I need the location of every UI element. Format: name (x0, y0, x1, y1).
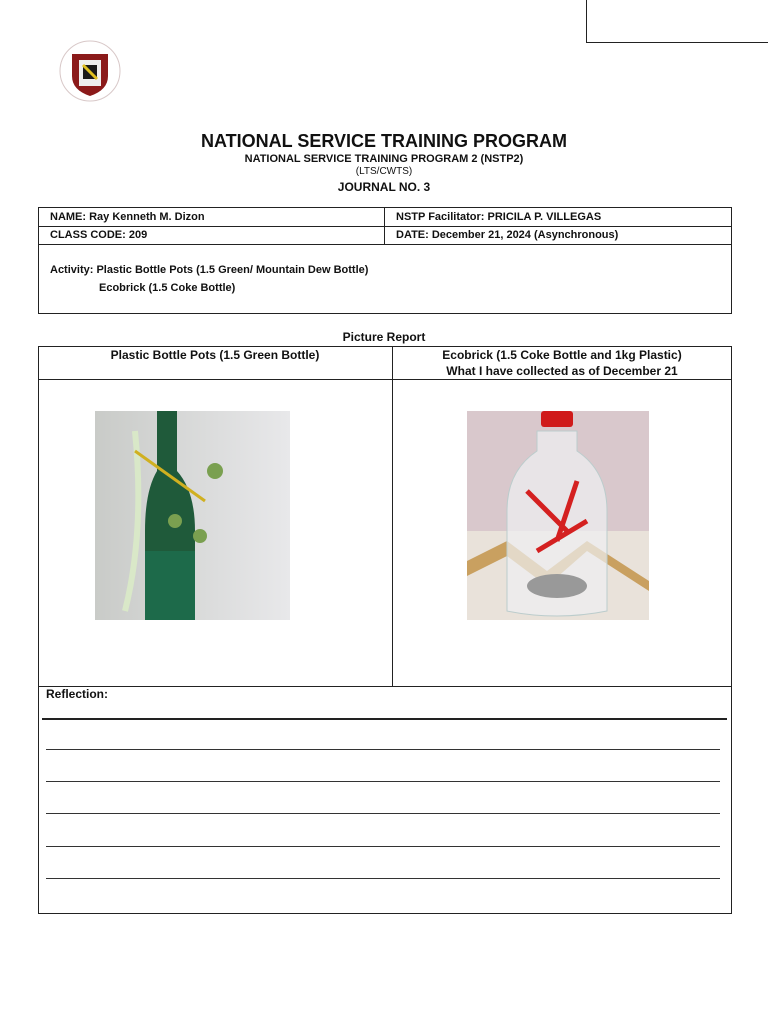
reflection-line[interactable] (46, 781, 720, 782)
corner-box-line (586, 42, 768, 43)
facilitator: NSTP Facilitator: PRICILA P. VILLEGAS (396, 211, 602, 223)
reflection-line[interactable] (42, 718, 727, 720)
activity-line-1: Activity: Plastic Bottle Pots (1.5 Green/ Mountain Dew Bottle) (50, 264, 369, 276)
picture-report-title: Picture Report (342, 330, 426, 344)
reflection-label: Reflection: (46, 687, 109, 701)
right-column-header-1: Ecobrick (1.5 Coke Bottle and 1kg Plastic) (442, 348, 682, 362)
page-subtitle: NATIONAL SERVICE TRAINING PROGRAM 2 (NSTP2) (244, 153, 524, 165)
row-divider (38, 686, 732, 687)
journal-number: JOURNAL NO. 3 (337, 180, 431, 194)
row-divider (38, 379, 732, 380)
row-divider (38, 244, 732, 245)
class-code: CLASS CODE: 209 (50, 229, 148, 241)
activity-line-2: Ecobrick (1.5 Coke Bottle) (99, 282, 236, 294)
reflection-line[interactable] (46, 749, 720, 750)
row-divider (38, 226, 732, 227)
corner-box-line (586, 0, 587, 42)
page-title: NATIONAL SERVICE TRAINING PROGRAM (200, 131, 568, 151)
left-column-header: Plastic Bottle Pots (1.5 Green Bottle) (110, 348, 320, 362)
right-column-header-2: What I have collected as of December 21 (446, 364, 678, 378)
reflection-line[interactable] (46, 846, 720, 847)
reflection-line[interactable] (46, 813, 720, 814)
info-table (38, 207, 732, 314)
ecobrick-photo (467, 411, 649, 620)
reflection-line[interactable] (46, 878, 720, 879)
student-name: NAME: Ray Kenneth M. Dizon (50, 211, 205, 223)
university-seal-logo (52, 40, 128, 102)
col-divider (384, 207, 385, 244)
col-divider (392, 346, 393, 686)
date: DATE: December 21, 2024 (Asynchronous) (396, 229, 619, 241)
track-label: (LTS/CWTS) (355, 166, 413, 177)
plastic-bottle-pot-photo (95, 411, 290, 620)
